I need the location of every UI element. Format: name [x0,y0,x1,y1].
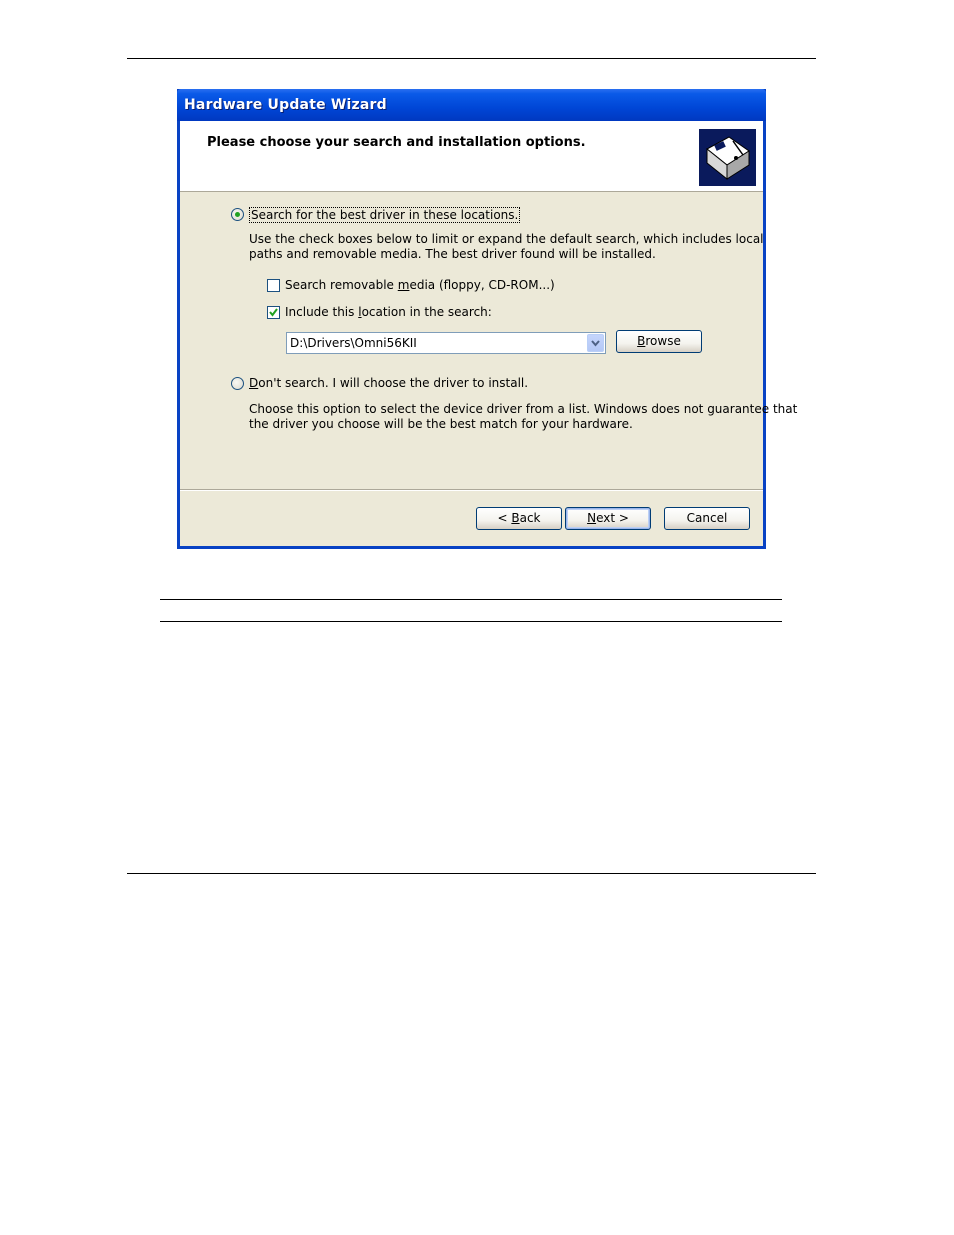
label-text: Include this [285,305,359,319]
accelerator: m [397,278,410,292]
radio-selected-dot [235,212,240,217]
browse-button[interactable] [616,330,702,353]
dont-search-label[interactable] [249,376,528,390]
page-top-rule [127,58,816,59]
hardware-install-icon [699,129,756,186]
accelerator: B [511,511,520,525]
footer-separator [180,489,763,491]
dialog-title: Hardware Update Wizard [184,97,387,113]
dialog-client-area [180,121,798,546]
label-text: ocation in the search: [361,305,492,319]
label-text: on't search. I will choose the driver to install. [258,376,529,390]
accelerator: B [637,334,646,348]
caption-bottom-rule [160,621,782,622]
checkmark-icon [269,308,278,317]
button-text: Cancel [686,511,728,525]
search-best-driver-radio[interactable] [231,208,244,221]
button-text: ack [519,511,541,525]
accelerator: l [358,305,362,319]
label-text: Search removable [285,278,398,292]
chevron-down-icon [588,335,603,351]
page-bottom-rule [127,873,816,874]
removable-media-checkbox[interactable] [267,279,280,292]
title-bar[interactable] [177,89,766,121]
dont-search-description-line2: the driver you choose will be the best match for your hardware. [249,417,633,431]
back-button[interactable] [476,507,562,530]
hardware-update-wizard-dialog [177,89,798,549]
button-text: ext > [596,511,629,525]
dont-search-radio[interactable] [231,377,244,390]
label-text: edia (floppy, CD-ROM...) [409,278,555,292]
include-location-checkbox[interactable] [267,306,280,319]
removable-media-label[interactable] [285,278,555,292]
search-description-line1: Use the check boxes below to limit or expand the default search, which includes local [249,232,764,246]
next-button[interactable] [565,507,651,530]
button-text: < [497,511,512,525]
accelerator: N [587,511,597,525]
search-best-driver-label[interactable]: Search for the best driver in these locations. [251,208,519,222]
location-combo-value[interactable]: D:\Drivers\Omni56KII [290,336,417,350]
include-location-label[interactable] [285,305,492,319]
wizard-header [180,121,763,192]
cancel-button[interactable] [664,507,750,530]
dont-search-description-line1: Choose this option to select the device driver from a list. Windows does not guarantee that [249,402,798,416]
combo-dropdown-button[interactable] [587,334,604,352]
button-text: rowse [645,334,681,348]
caption-top-rule [160,599,782,600]
header-title: Please choose your search and installation options. [207,135,586,150]
accelerator: D [249,376,259,390]
location-combo-box[interactable] [286,332,606,354]
search-description-line2: paths and removable media. The best driver found will be installed. [249,247,656,261]
